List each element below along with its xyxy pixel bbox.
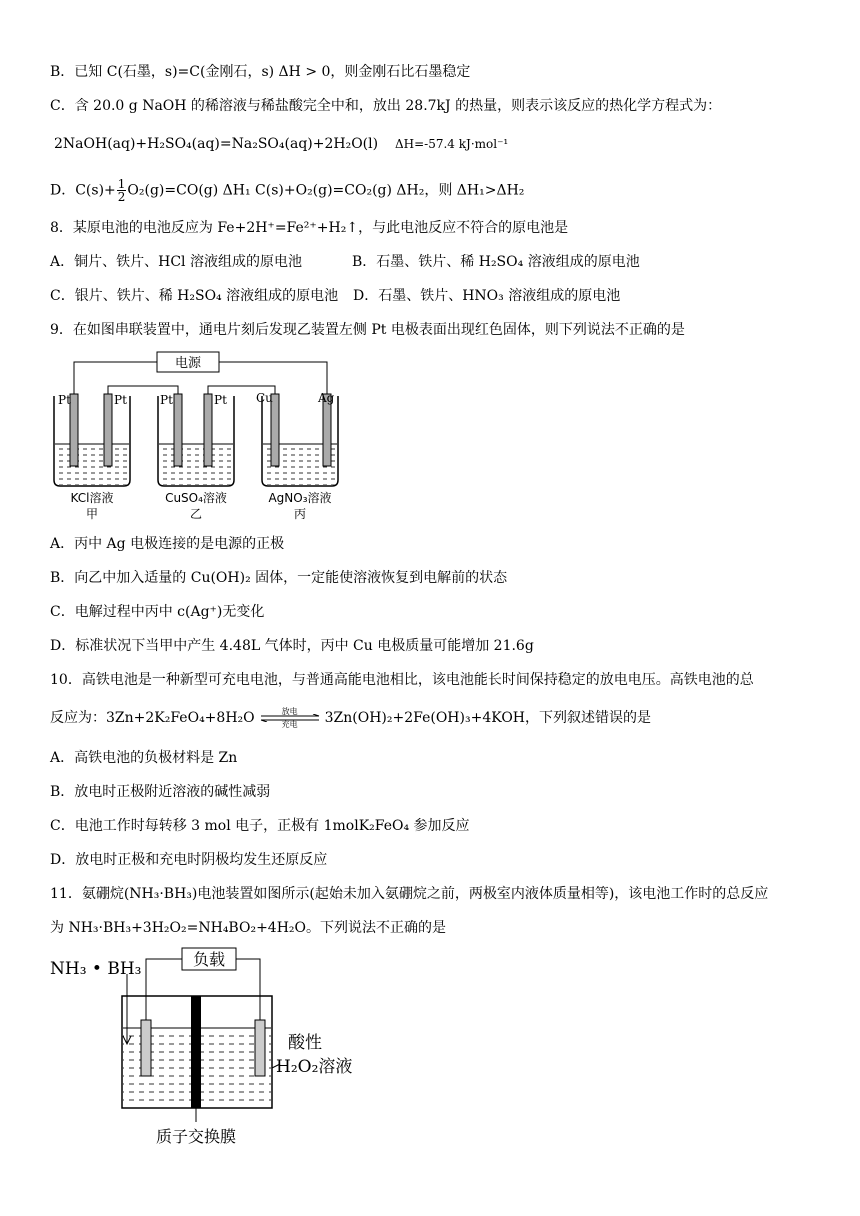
q7-c-equation-text: 2NaOH(aq)+H₂SO₄(aq)=Na₂SO₄(aq)+2H₂O(l) [54,136,379,152]
q9-power-label: 电源 [174,356,202,371]
q11-left-label: NH₃ • BH₃ [50,959,142,979]
q7-option-b: B．已知 C(石墨，s)=C(金刚石，s) ΔH > 0，则金刚石比石墨稳定 [50,64,471,80]
q7-option-d [50,178,524,203]
q8-stem: 8．某原电池的电池反应为 Fe+2H⁺=Fe²⁺+H₂↑，与此电池反应不符合的原电池是 [50,220,569,236]
q11-load-label: 负载 [192,950,226,969]
q7-d-frac-den: 2 [117,190,126,204]
q9-name-yi: 乙 [189,507,203,521]
q11-wire-right [236,959,260,1020]
q10-stem-line2 [50,708,651,728]
q9-electrode-2 [104,394,112,466]
q10-option-a: A．高铁电池的负极材料是 Zn [50,750,238,766]
q11-electrode-right [255,1020,265,1076]
q10-reactants: 反应为：3Zn+2K₂FeO₄+8H₂O [50,710,255,726]
q10-arrow-discharge: 放电 [281,707,298,716]
q9-electrode-3 [174,394,182,466]
q9-option-a: A．丙中 Ag 电极连接的是电源的正极 [50,536,285,552]
q10-option-c: C．电池工作时每转移 3 mol 电子，正极有 1molK₂FeO₄ 参加反应 [50,818,470,834]
q9-wire-right [219,362,327,394]
q9-solution-yi [159,444,233,485]
q9-wire-left [74,362,157,394]
q7-d-fraction [117,178,127,203]
q9-label-e4: Pt [214,393,227,407]
q10-option-b: B．放电时正极附近溶液的碱性减弱 [50,784,271,800]
q7-option-c: C．含 20.0 g NaOH 的稀溶液与稀盐酸完全中和，放出 28.7kJ 的热量，则表示该反应的热化学方程式为： [50,98,722,114]
q11-battery-diagram [48,944,368,1154]
q9-option-c: C．电解过程中丙中 c(Ag⁺)无变化 [50,604,265,620]
q10-arrow-charge: 充电 [281,720,298,729]
q9-label-e6: Ag [318,391,335,405]
q11-membrane [191,996,201,1108]
q10-option-d: D．放电时正极和充电时阴极均发生还原反应 [50,852,328,868]
q9-stem: 9．在如图串联装置中，通电片刻后发现乙装置左侧 Pt 电极表面出现红色固体，则下列说法不正确的是 [50,322,685,338]
q9-electrode-4 [204,394,212,466]
q11-wire-left [146,959,182,1020]
q7-d-part1: D．C(s)+ [50,182,116,199]
q11-stem-line2: 为 NH₃·BH₃+3H₂O₂=NH₄BO₂+4H₂O。下列说法不正确的是 [50,920,447,936]
q11-stem-line1: 11．氨硼烷(NH₃·BH₃)电池装置如图所示(起始未加入氨硼烷之前，两极室内液体质量相等)，该电池工作时的总反应 [50,886,769,902]
q9-label-e3: Pt [160,393,173,407]
q9-label-e2: Pt [114,393,127,407]
q8-option-c: C．银片、铁片、稀 H₂SO₄ 溶液组成的原电池 [50,288,339,304]
q9-option-d: D．标准状况下当甲中产生 4.48L 气体时，丙中 Cu 电极质量可能增加 21.6g [50,638,534,654]
q9-solution-jia [55,444,129,485]
q9-electrode-1 [70,394,78,466]
q10-products: 3Zn(OH)₂+2Fe(OH)₃+4KOH，下列叙述错误的是 [324,710,651,726]
q9-sol-jia: KCl溶液 [70,491,114,505]
q9-option-b: B．向乙中加入适量的 Cu(OH)₂ 固体，一定能使溶液恢复到电解前的状态 [50,570,508,586]
q7-d-part2: O₂(g)=CO(g) ΔH₁ C(s)+O₂(g)=CO₂(g) ΔH₂，则 ΔH₁>ΔH₂ [127,182,525,199]
q9-label-e5: Cu [256,391,273,405]
q7-c-enthalpy: ΔH=-57.4 kJ·mol⁻¹ [394,137,509,151]
q11-right-label-2: H₂O₂溶液 [276,1057,353,1077]
q9-name-jia: 甲 [85,507,99,521]
q8-option-a: A．铜片、铁片、HCl 溶液组成的原电池 [50,254,302,270]
q10-stem-line1: 10．高铁电池是一种新型可充电电池，与普通高能电池相比，该电池能长时间保持稳定的放电电压。高铁电池的总 [50,672,754,688]
q9-label-e1: Pt [58,393,71,407]
q10-reversible-arrow [259,708,321,728]
q9-sol-bing: AgNO₃溶液 [268,491,332,505]
q9-sol-yi: CuSO₄溶液 [165,491,227,505]
q7-option-c-equation [54,134,508,154]
q8-option-b: B．石墨、铁片、稀 H₂SO₄ 溶液组成的原电池 [352,254,640,270]
q9-name-bing: 丙 [293,507,307,521]
q7-d-frac-num: 1 [117,177,126,191]
q11-membrane-label: 质子交换膜 [155,1127,237,1146]
q11-right-label-1: 酸性 [288,1033,322,1053]
q9-electrolysis-diagram [50,350,350,525]
q11-electrode-left [141,1020,151,1076]
q8-option-d: D．石墨、铁片、HNO₃ 溶液组成的原电池 [353,288,621,304]
